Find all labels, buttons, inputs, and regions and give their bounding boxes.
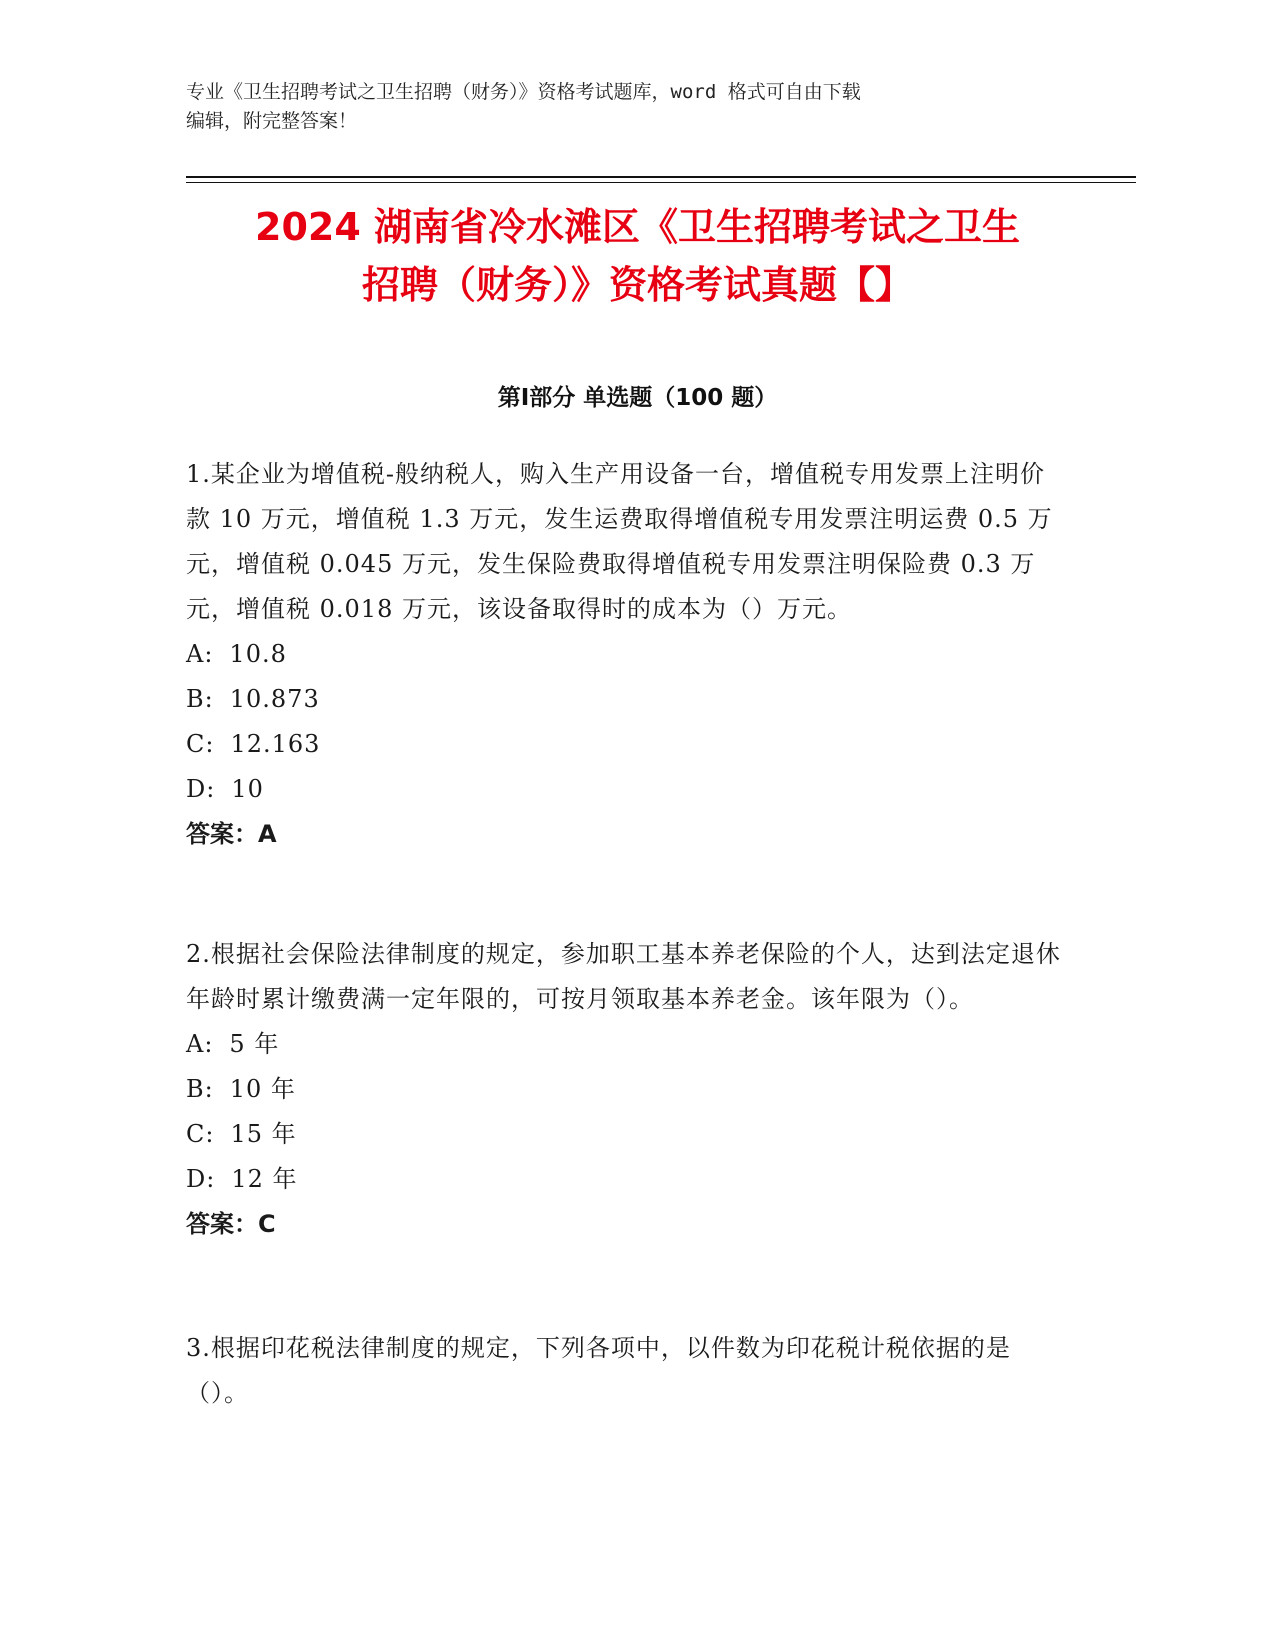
header-note bbox=[186, 78, 1086, 136]
option-b bbox=[186, 1067, 1066, 1112]
option-a bbox=[186, 1022, 1066, 1067]
question-stem: 3.根据印花税法律制度的规定，下列各项中，以件数为印花税计税依据的是（）。 bbox=[186, 1334, 1011, 1407]
option-text: 5 年 bbox=[229, 1030, 280, 1058]
question-1 bbox=[186, 452, 1066, 857]
option-text: 15 年 bbox=[230, 1120, 297, 1148]
option-text: 10 bbox=[231, 775, 264, 803]
option-key: A: bbox=[186, 1030, 214, 1058]
option-b bbox=[186, 677, 1066, 722]
option-c bbox=[186, 1112, 1066, 1157]
option-text: 10.873 bbox=[229, 685, 320, 713]
option-d bbox=[186, 1157, 1066, 1202]
question-stem: 2.根据社会保险法律制度的规定，参加职工基本养老保险的个人，达到法定退休年龄时累计缴费满一定年限的，可按月领取基本养老金。该年限为（）。 bbox=[186, 940, 1061, 1013]
option-key: C: bbox=[186, 1120, 215, 1148]
question-2 bbox=[186, 932, 1066, 1247]
option-key: A: bbox=[186, 640, 214, 668]
question-stem: 1.某企业为增值税-般纳税人，购入生产用设备一台，增值税专用发票上注明价款 10 万元，增值税 1.3 万元，发生运费取得增值税专用发票注明运费 0.5 万元，增值税 0.045 万元，发生保险费取得增值税专用发票注明保险费 0.3 万元，增值税 0.018 万元，该设备取得时的成本为（）万元。 bbox=[186, 460, 1053, 623]
option-d bbox=[186, 767, 1066, 812]
header-divider-thick bbox=[186, 176, 1136, 178]
option-text: 10 年 bbox=[229, 1075, 296, 1103]
option-key: D: bbox=[186, 775, 216, 803]
document-title bbox=[150, 198, 1125, 314]
option-a bbox=[186, 632, 1066, 677]
header-note-line: 编辑，附完整答案！ bbox=[186, 110, 358, 132]
title-line: 2024 湖南省冷水滩区《卫生招聘考试之卫生 bbox=[255, 205, 1020, 249]
option-key: D: bbox=[186, 1165, 216, 1193]
title-line: 招聘（财务）》资格考试真题【】 bbox=[361, 263, 913, 307]
option-text: 10.8 bbox=[229, 640, 287, 668]
option-key: B: bbox=[186, 1075, 214, 1103]
option-text: 12.163 bbox=[230, 730, 321, 758]
question-3 bbox=[186, 1326, 1066, 1416]
option-key: B: bbox=[186, 685, 214, 713]
answer-label: 答案：C bbox=[186, 1210, 276, 1238]
header-note-line: 专业《卫生招聘考试之卫生招聘（财务）》资格考试题库，word 格式可自由下载 bbox=[186, 81, 861, 103]
section-heading: 第Ⅰ部分 单选题（100 题） bbox=[497, 385, 778, 411]
header-divider-thin bbox=[186, 182, 1136, 183]
answer-label: 答案：A bbox=[186, 820, 277, 848]
option-c bbox=[186, 722, 1066, 767]
option-key: C: bbox=[186, 730, 215, 758]
option-text: 12 年 bbox=[231, 1165, 298, 1193]
